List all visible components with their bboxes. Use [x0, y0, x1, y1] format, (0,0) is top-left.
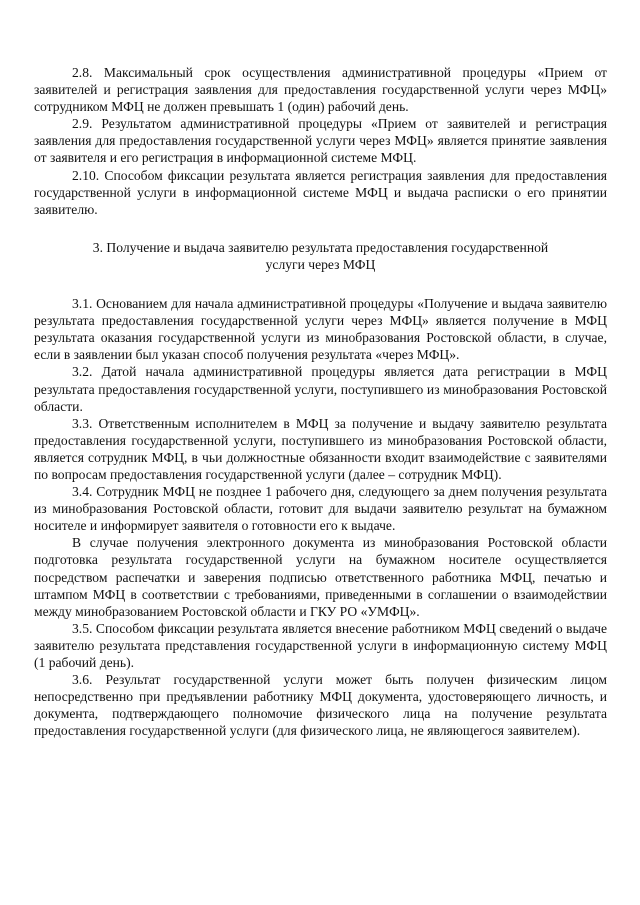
paragraph-2-8: 2.8. Максимальный срок осуществления административной процедуры «Прием от заявителей и регистрация заявления для предоставления государственной услуги через МФЦ» сотрудником МФЦ не должен превышать 1 (один) рабочий день. [34, 65, 607, 115]
paragraph-electronic-document: В случае получения электронного документа из минобразования Ростовской области подготовка результата государственной услуги на бумажном носителе осуществляется посредством распечатки и заверения подписью ответственного работника МФЦ, печатью и штампом МФЦ в соответствии с требованиями, приведенными в соглашении о взаимодействии между минобразованием Ростовской области и ГКУ РО «УМФЦ». [34, 535, 607, 619]
section-3-heading: 3. Получение и выдача заявителю результата предоставления государственной услуги через МФЦ [92, 239, 549, 272]
paragraph-2-10: 2.10. Способом фиксации результата является регистрация заявления для предоставления государственной услуги в информационной системе МФЦ и выдача расписки о его принятии заявителю. [34, 167, 607, 217]
paragraph-3-5: 3.5. Способом фиксации результата является внесение работником МФЦ сведений о выдаче заявителю результата представления государственной услуги в информационную систему МФЦ (1 рабочий день). [34, 620, 607, 670]
paragraph-2-9: 2.9. Результатом административной процедуры «Прием от заявителей и регистрация заявления для предоставления государственной услуги через МФЦ» является принятие заявления от заявителя и его регистрация в информационной системе МФЦ. [34, 116, 607, 166]
paragraph-3-3: 3.3. Ответственным исполнителем в МФЦ за получение и выдачу заявителю результата предоставления государственной услуги, поступившего из минобразования Ростовской области, является сотрудник МФЦ, в чьи должностные обязанности входит взаимодействие с заявителями по вопросам предоставления государственной услуги (далее – сотрудник МФЦ). [34, 415, 607, 482]
paragraph-3-6: 3.6. Результат государственной услуги может быть получен физическим лицом непосредственно при предъявлении работнику МФЦ документа, удостоверяющего личность, и документа, подтверждающего полномочие физического лица на получение результата предоставления государственной услуги (для физического лица, не являющегося заявителем). [34, 672, 607, 739]
paragraph-3-4: 3.4. Сотрудник МФЦ не позднее 1 рабочего дня, следующего за днем получения результата из минобразования Ростовской области, готовит для выдачи заявителю результат на бумажном носителе и информирует заявителя о готовности его к выдаче. [34, 484, 607, 534]
paragraph-3-2: 3.2. Датой начала административной процедуры является дата регистрации в МФЦ результата предоставления государственной услуги, поступившего из минобразования Ростовской области. [34, 364, 607, 414]
paragraph-3-1: 3.1. Основанием для начала административной процедуры «Получение и выдача заявителю результата предоставления государственной услуги через МФЦ» является получение в МФЦ результата оказания государственной услуги из минобразования Ростовской области, в случае, если в заявлении был указан способ получения результата «через МФЦ». [34, 296, 607, 363]
